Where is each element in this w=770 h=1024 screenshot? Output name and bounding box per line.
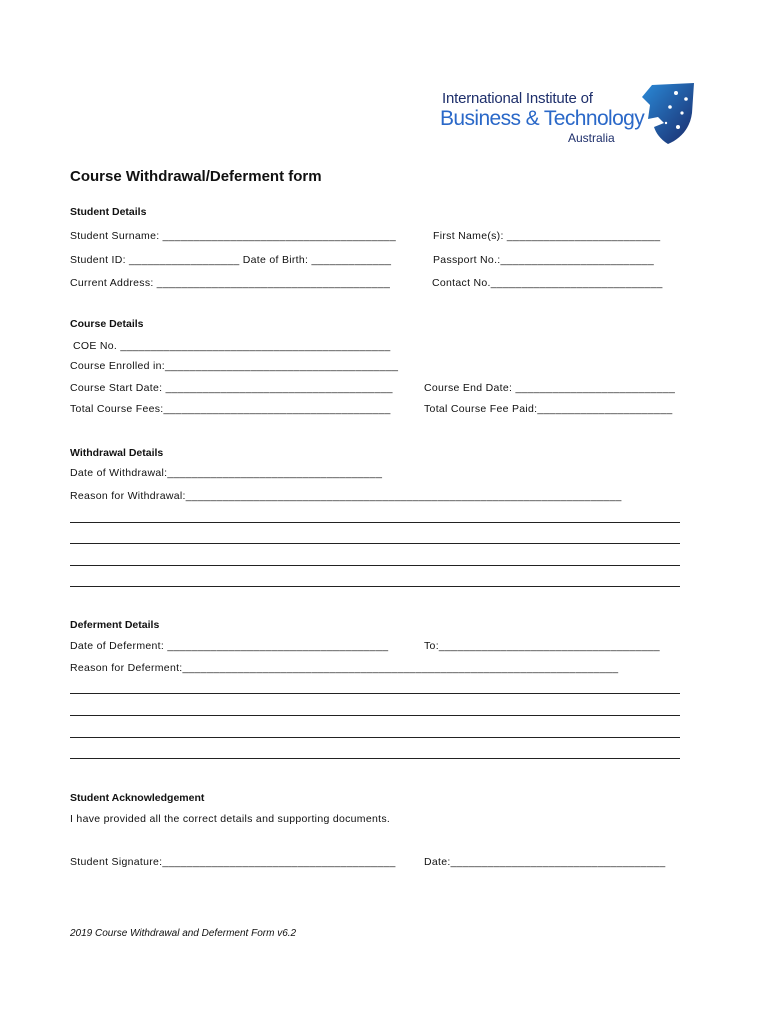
withdrawal-reason-line[interactable] [70,586,680,587]
deferment-details-heading: Deferment Details [70,619,160,631]
course-enrolled-field[interactable]: Course Enrolled in:______________________________________ [70,360,399,372]
acknowledgement-heading: Student Acknowledgement [70,792,205,804]
first-names-field[interactable]: First Name(s): _________________________ [433,230,661,242]
current-address-field[interactable]: Current Address: ______________________________________ [70,277,391,289]
student-signature-field[interactable]: Student Signature:______________________________________ [70,856,396,868]
acknowledgement-statement: I have provided all the correct details and supporting documents. [70,813,391,825]
withdrawal-date-field[interactable]: Date of Withdrawal:___________________________________ [70,467,383,479]
student-details-heading: Student Details [70,206,147,218]
coe-field[interactable]: COE No. ____________________________________________ [73,340,391,352]
form-title: Course Withdrawal/Deferment form [70,168,322,185]
deferment-reason-line[interactable] [70,693,680,694]
contact-field[interactable]: Contact No.____________________________ [432,277,663,289]
student-surname-field[interactable]: Student Surname: ______________________________________ [70,230,396,242]
logo-line-1: International Institute of [442,90,593,107]
passport-field[interactable]: Passport No.:_________________________ [433,254,654,266]
signature-date-field[interactable]: Date:___________________________________ [424,856,666,868]
fee-paid-field[interactable]: Total Course Fee Paid:______________________ [424,403,673,415]
withdrawal-reason-line[interactable] [70,543,680,544]
logo-line-3: Australia [568,131,615,145]
withdrawal-reason-line[interactable] [70,565,680,566]
total-fees-field[interactable]: Total Course Fees:_____________________________________ [70,403,391,415]
institute-logo [440,83,702,145]
withdrawal-reason-line[interactable] [70,522,680,523]
logo-line-2: Business & Technology [440,107,645,130]
shield-stars-icon [638,83,696,145]
deferment-reason-line[interactable] [70,737,680,738]
deferment-to-field[interactable]: To:____________________________________ [424,640,660,652]
student-id-dob-field[interactable]: Student ID: __________________ Date of Birth: _____________ [70,254,392,266]
form-version-footer: 2019 Course Withdrawal and Deferment Form v6.2 [70,928,297,939]
course-details-heading: Course Details [70,318,144,330]
deferment-date-field[interactable]: Date of Deferment: ____________________________________ [70,640,389,652]
deferment-reason-field[interactable]: Reason for Deferment:_______________________________________________________________________ [70,662,619,674]
deferment-reason-line[interactable] [70,758,680,759]
withdrawal-details-heading: Withdrawal Details [70,447,164,459]
course-start-field[interactable]: Course Start Date: _____________________________________ [70,382,393,394]
deferment-reason-line[interactable] [70,715,680,716]
course-end-field[interactable]: Course End Date: __________________________ [424,382,676,394]
withdrawal-reason-field[interactable]: Reason for Withdrawal:_______________________________________________________________________ [70,490,622,502]
